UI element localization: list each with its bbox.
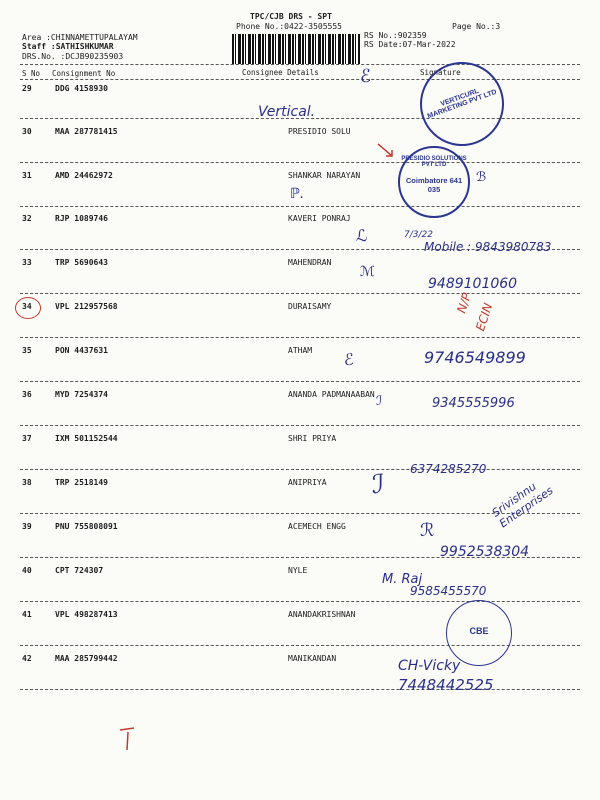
row-sno: 40 [22,566,32,575]
signature-row31-alt: ℙ. [290,186,305,202]
row-sno: 33 [22,258,32,267]
row-consignment: AMD 24462972 [55,171,113,180]
row-divider [20,337,580,338]
row-consignment: MAA 285799442 [55,654,118,663]
row-consignment: TRP 5690643 [55,258,108,267]
row-divider [20,206,580,207]
table-row [0,258,600,278]
handwritten-date: 7/3/22 [404,230,433,240]
signature-row33: ℳ [360,264,375,280]
row-consignee: KAVERI PONRAJ [288,214,351,223]
col-consignee: Consignee Details [242,68,319,77]
phone-number: Phone No.:0422-3505555 [236,22,342,31]
signature-row31: ℬ [476,170,487,185]
row-sno: 36 [22,390,32,399]
row-consignee: SHRI PRIYA [288,434,337,443]
table-row [0,566,600,586]
verticurl-stamp-text: VERTICURL MARKETING PVT LTD [426,87,498,121]
software-stamp [446,600,512,666]
handwritten-m-raj: M. Raj [382,572,423,587]
handwritten-ecin: ECIN [473,301,496,333]
row-consignment: CPT 724307 [55,566,104,575]
row-divider [20,162,580,163]
handwritten-phone-42: 7448442525 [398,676,494,694]
row-sno: 35 [22,346,32,355]
signature-row36: ℐ [376,394,383,409]
handwritten-phone-36: 9345555996 [432,396,515,411]
row-consignee: ACEMECH ENGG [288,522,346,531]
barcode [232,34,360,64]
handwritten-mobile: Mobile : 9843980783 [424,240,552,254]
software-stamp-text: CBE [469,626,489,636]
row-sno: 41 [22,610,32,619]
handwritten-phone-37: 6374285270 [410,462,487,476]
row-consignee: ANANDAKRISHNAN [288,610,356,619]
table-row [0,654,600,674]
drs-number: DRS.No. :DCJB90235903 [22,52,124,61]
row-consignee: ANANDA PADMANAABAN [288,390,375,399]
row-consignment: RJP 1089746 [55,214,108,223]
area-label: Area :CHINNAMETTUPALAYAM [22,33,138,42]
handwritten-nip: N/P [454,291,474,315]
row-sno: 34 [22,302,32,311]
row-sno: 39 [22,522,32,531]
row-consignee: DURAISAMY [288,302,332,311]
col-sno: S No [22,69,41,78]
row-consignee: ANIPRIYA [288,478,327,487]
row-consignment: VPL 212957568 [55,302,118,311]
row-consignment: VPL 498287413 [55,610,118,619]
red-tick-mark [116,726,138,752]
row-sno: 38 [22,478,32,487]
table-row [0,302,600,322]
handwritten-phone-40: 9585455570 [410,584,487,598]
row-divider [20,601,580,602]
row-consignment: TRP 2518149 [55,478,108,487]
page-number: Page No.:3 [452,22,501,31]
handwritten-ch-vicky: CH-Vicky [398,658,461,674]
red-circle-mark [15,297,41,319]
row-sno: 32 [22,214,32,223]
presidio-stamp [398,146,470,218]
table-row [0,434,600,454]
document-title: TPC/CJB DRS - SPT [250,12,332,21]
signature-row38: ℐ [372,470,385,500]
row-sno: 42 [22,654,32,663]
header-divider-top [20,64,580,65]
presidio-stamp-ring: PRESIDIO SOLUTIONS PVT LTD [401,156,467,168]
row-consignment: PNU 755808091 [55,522,118,531]
red-arrow-mark [376,142,396,160]
row-divider [20,689,580,690]
signature-row32: ℒ [356,226,368,245]
rs-date: RS Date:07-Mar-2022 [364,40,456,49]
row-consignee: SHANKAR NARAYAN [288,171,361,180]
handwritten-srivishnu: Srivishnu Enterprises [489,479,556,531]
presidio-stamp-center: Coimbatore 641 035 [405,176,463,194]
handwritten-phone-39: 9952538304 [440,544,530,560]
staff-label: Staff :SATHISHKUMAR [22,42,114,51]
signature-row29: ℰ [360,66,371,87]
row-sno: 30 [22,127,32,136]
row-consignee: PRESIDIO SOLU [288,127,351,136]
row-sno: 31 [22,171,32,180]
handwritten-vertical: Vertical. [258,104,316,120]
row-consignee: ATHAM [288,346,313,355]
table-row [0,127,600,147]
row-divider [20,425,580,426]
row-consignee: MANIKANDAN [288,654,337,663]
col-signature: Signature [420,68,461,77]
col-consignment: Consignment No [52,69,116,78]
row-consignment: DDG 4158930 [55,84,108,93]
row-sno: 37 [22,434,32,443]
row-consignment: IXM 501152544 [55,434,118,443]
row-consignment: PON 4437631 [55,346,108,355]
signature-row39: ℛ [420,520,435,541]
row-divider [20,381,580,382]
rs-number: RS No.:902359 [364,31,427,40]
handwritten-phone-33: 9489101060 [428,276,518,292]
row-divider [20,293,580,294]
row-divider [20,469,580,470]
table-row [0,214,600,234]
row-consignment: MYD 7254374 [55,390,108,399]
row-consignment: MAA 287781415 [55,127,118,136]
row-consignee: NYLE [288,566,308,575]
row-consignee: MAHENDRAN [288,258,332,267]
row-sno: 29 [22,84,32,93]
signature-row35: ℰ [344,350,354,369]
handwritten-phone-35: 9746549899 [424,348,526,367]
table-row [0,84,600,104]
